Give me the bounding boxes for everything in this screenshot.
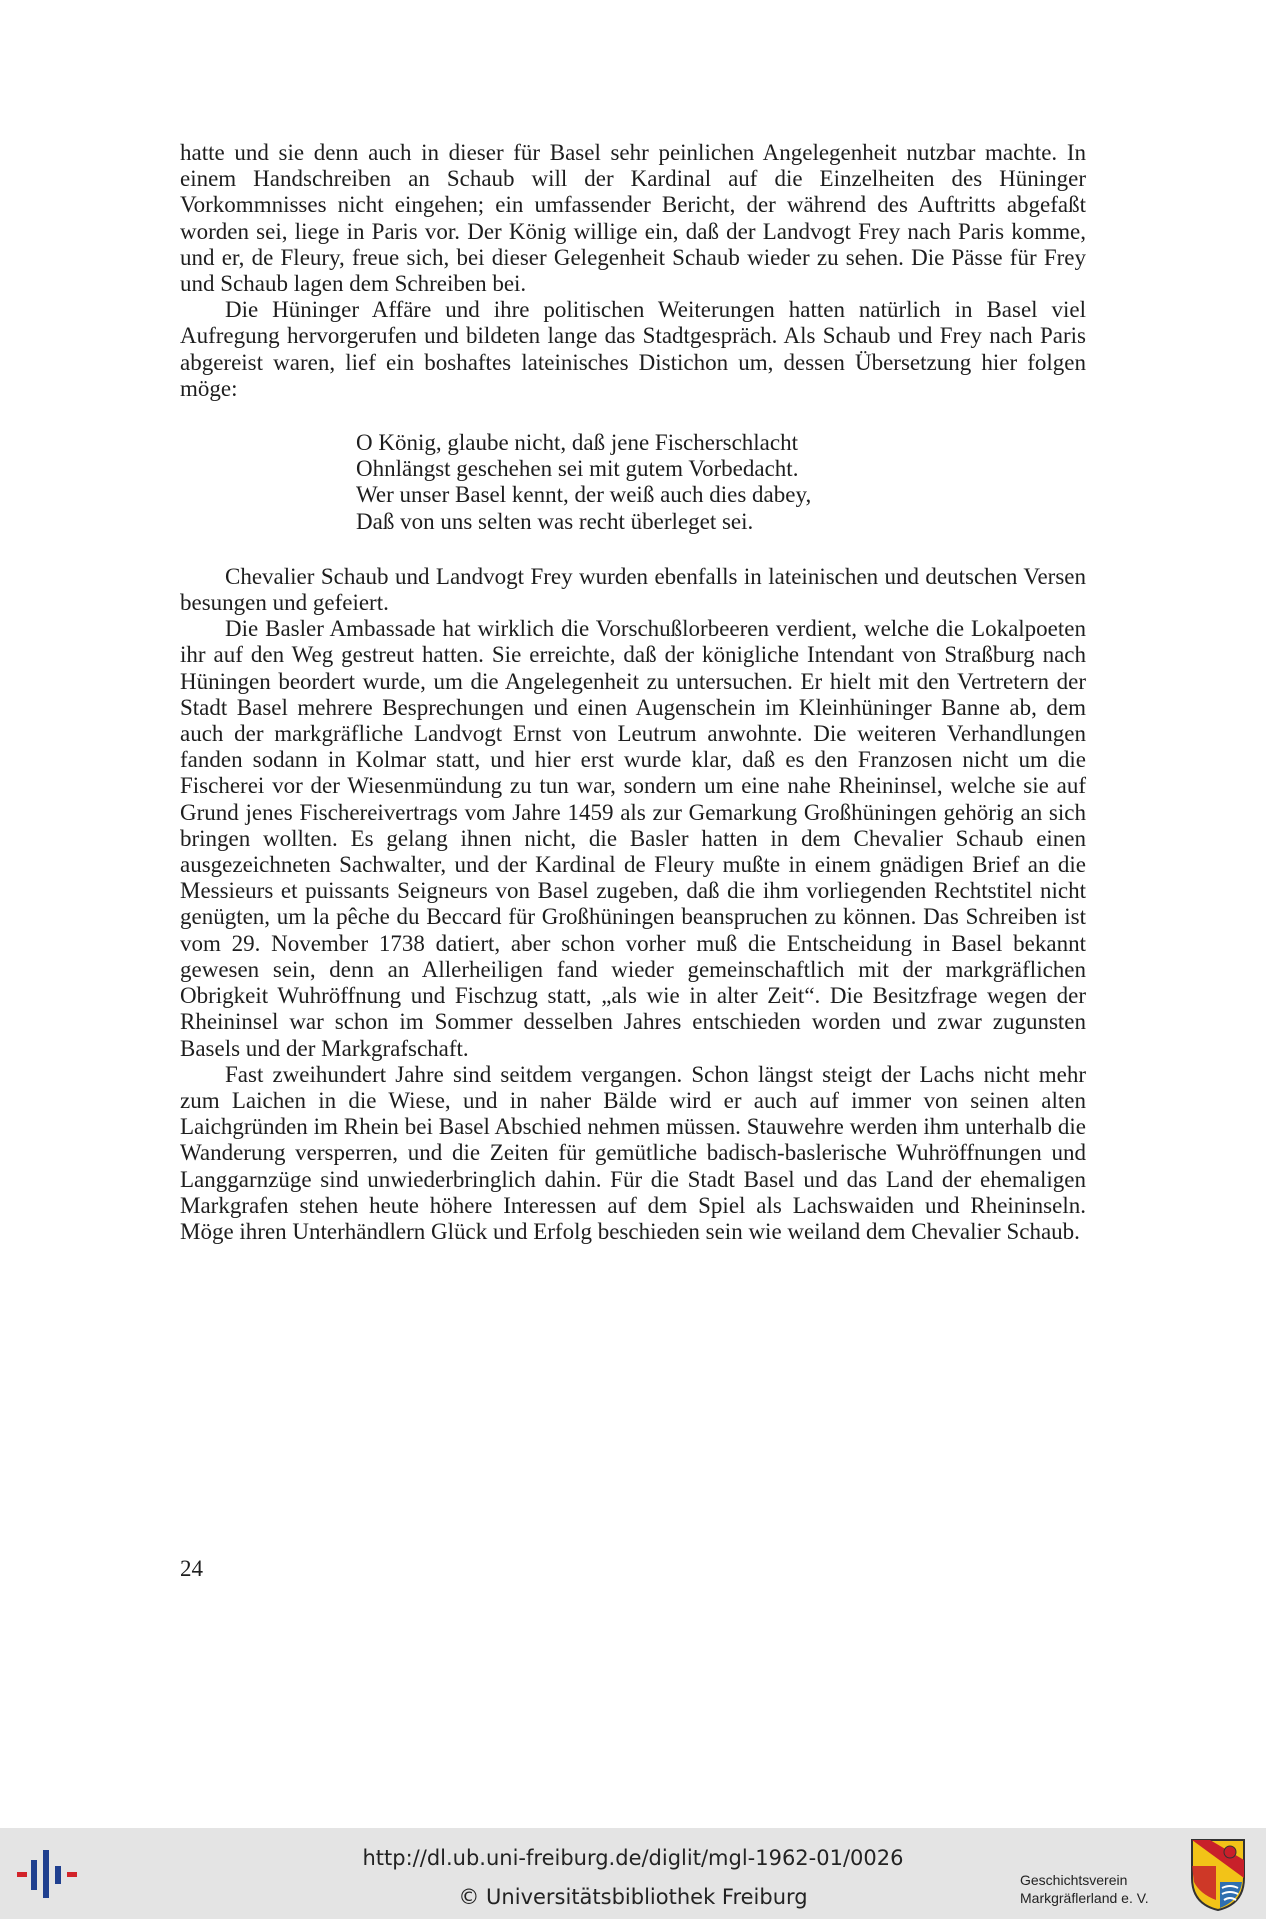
society-name-line-2: Markgräflerland e. V. [1020, 1890, 1149, 1906]
verse-line-1: O König, glaube nicht, daß jene Fischerschlacht [356, 430, 798, 456]
verse-line-4: Daß von uns selten was recht überleget sei. [356, 508, 754, 534]
society-name-line-1: Geschichtsverein [1020, 1872, 1128, 1888]
paragraph-1: hatte und sie denn auch in dieser für Basel sehr peinlichen Angelegenheit nutzbar machte. In einem Handschreiben an Schaub will der Kardinal auf die Einzelheiten des Hüninger Vorkommnisses nicht eingehen; ein umfassender Bericht, der während des Auftritts abgefaßt worden sei, liege in Paris vor. Der König willige ein, daß der Landvogt Frey nach Paris komme, und er, de Fleury, freue sich, bei dieser Gelegenheit Schaub wieder zu sehen. Die Pässe für Frey und Schaub lagen dem Schreiben bei. [180, 140, 1086, 297]
footer-url-link[interactable]: http://dl.ub.uni-freiburg.de/diglit/mgl-1962-01/0026 [362, 1846, 904, 1870]
paragraph-3: Chevalier Schaub und Landvogt Frey wurden ebenfalls in lateinischen und deutschen Versen besungen und gefeiert. [180, 563, 1086, 616]
paragraph-4: Die Basler Ambassade hat wirklich die Vorschußlorbeeren verdient, welche die Lokalpoeten ihr auf den Weg gestreut hatten. Sie erreichte, daß der königliche Intendant von Straßburg nach Hüningen beordert wurde, um die Angelegenheit zu untersuchen. Er hielt mit den Vertretern der Stadt Basel mehrere Besprechungen und einen Augenschein im Kleinhüninger Banne ab, dem auch der markgräfliche Landvogt Ernst von Leutrum anwohnte. Die weiteren Verhandlungen fanden sodann in Kolmar statt, und hier erst wurde klar, daß es den Franzosen nicht um die Fischerei vor der Wiesenmündung zu tun war, sondern um eine nahe Rheininsel, welche sie auf Grund jenes Fischereivertrags vom Jahre 1459 als zur Gemarkung Großhüningen gehörig an sich bringen wollten. Es gelang ihnen nicht, die Basler hatten in dem Chevalier Schaub einen ausgezeichneten Sachwalter, und der Kardinal de Fleury mußte in einem gnädigen Brief an die Messieurs et puissants Seigneurs von Basel zugeben, daß die ihm vorliegenden Rechtstitel nicht genügten, um la pêche du Beccard für Großhüningen beanspruchen zu können. Das Schreiben ist vom 29. November 1738 datiert, aber schon vorher muß die Entscheidung in Basel bekannt gewesen sein, denn an Allerheiligen fand wieder gemeinschaftlich mit der markgräflichen Obrigkeit Wuhröffnung und Fischzug statt, „als wie in alter Zeit“. Die Besitzfrage wegen der Rheininsel war schon im Sommer desselben Jahres entschieden worden und zwar zugunsten Basels und der Markgrafschaft. [180, 616, 1086, 1061]
verse-block [356, 430, 1086, 535]
paragraph-5: Fast zweihundert Jahre sind seitdem vergangen. Schon längst steigt der Lachs nicht mehr zum Laichen in die Wiese, und in naher Bälde wird er auch auf immer von seinen alten Laichgründen im Rhein bei Basel Abschied nehmen müssen. Stauwehre werden ihm unterhalb die Wanderung versperren, und die Zeiten für gemütliche badisch-baslerische Wuhröffnungen und Langgarnzüge sind unwiederbringlich dahin. Für die Stadt Basel und das Land der ehemaligen Markgrafen stehen heute höhere Interessen auf dem Spiel als Lachswaiden und Rheininseln. Möge ihren Unterhändlern Glück und Erfolg beschieden sein wie weiland dem Chevalier Schaub. [180, 1061, 1086, 1244]
page-number: 24 [180, 1556, 203, 1581]
verse-line-2: Ohnlängst geschehen sei mit gutem Vorbedacht. [356, 456, 799, 482]
footer-band [0, 1828, 1266, 1919]
paragraph-2: Die Hüninger Affäre und ihre politischen Weiterungen hatten natürlich in Basel viel Aufregung hervorgerufen und bildeten lange das Stadtgespräch. Als Schaub und Frey nach Paris abgereist waren, lief ein boshaftes lateinisches Distichon um, dessen Übersetzung hier folgen möge: [180, 297, 1086, 401]
page-body [180, 140, 1086, 1245]
footer-copyright: © Universitätsbibliothek Freiburg [458, 1885, 808, 1909]
society-name [1020, 1871, 1149, 1907]
coat-of-arms-icon[interactable] [1190, 1838, 1246, 1912]
verse-line-3: Wer unser Basel kennt, der weiß auch dies dabey, [356, 482, 812, 508]
